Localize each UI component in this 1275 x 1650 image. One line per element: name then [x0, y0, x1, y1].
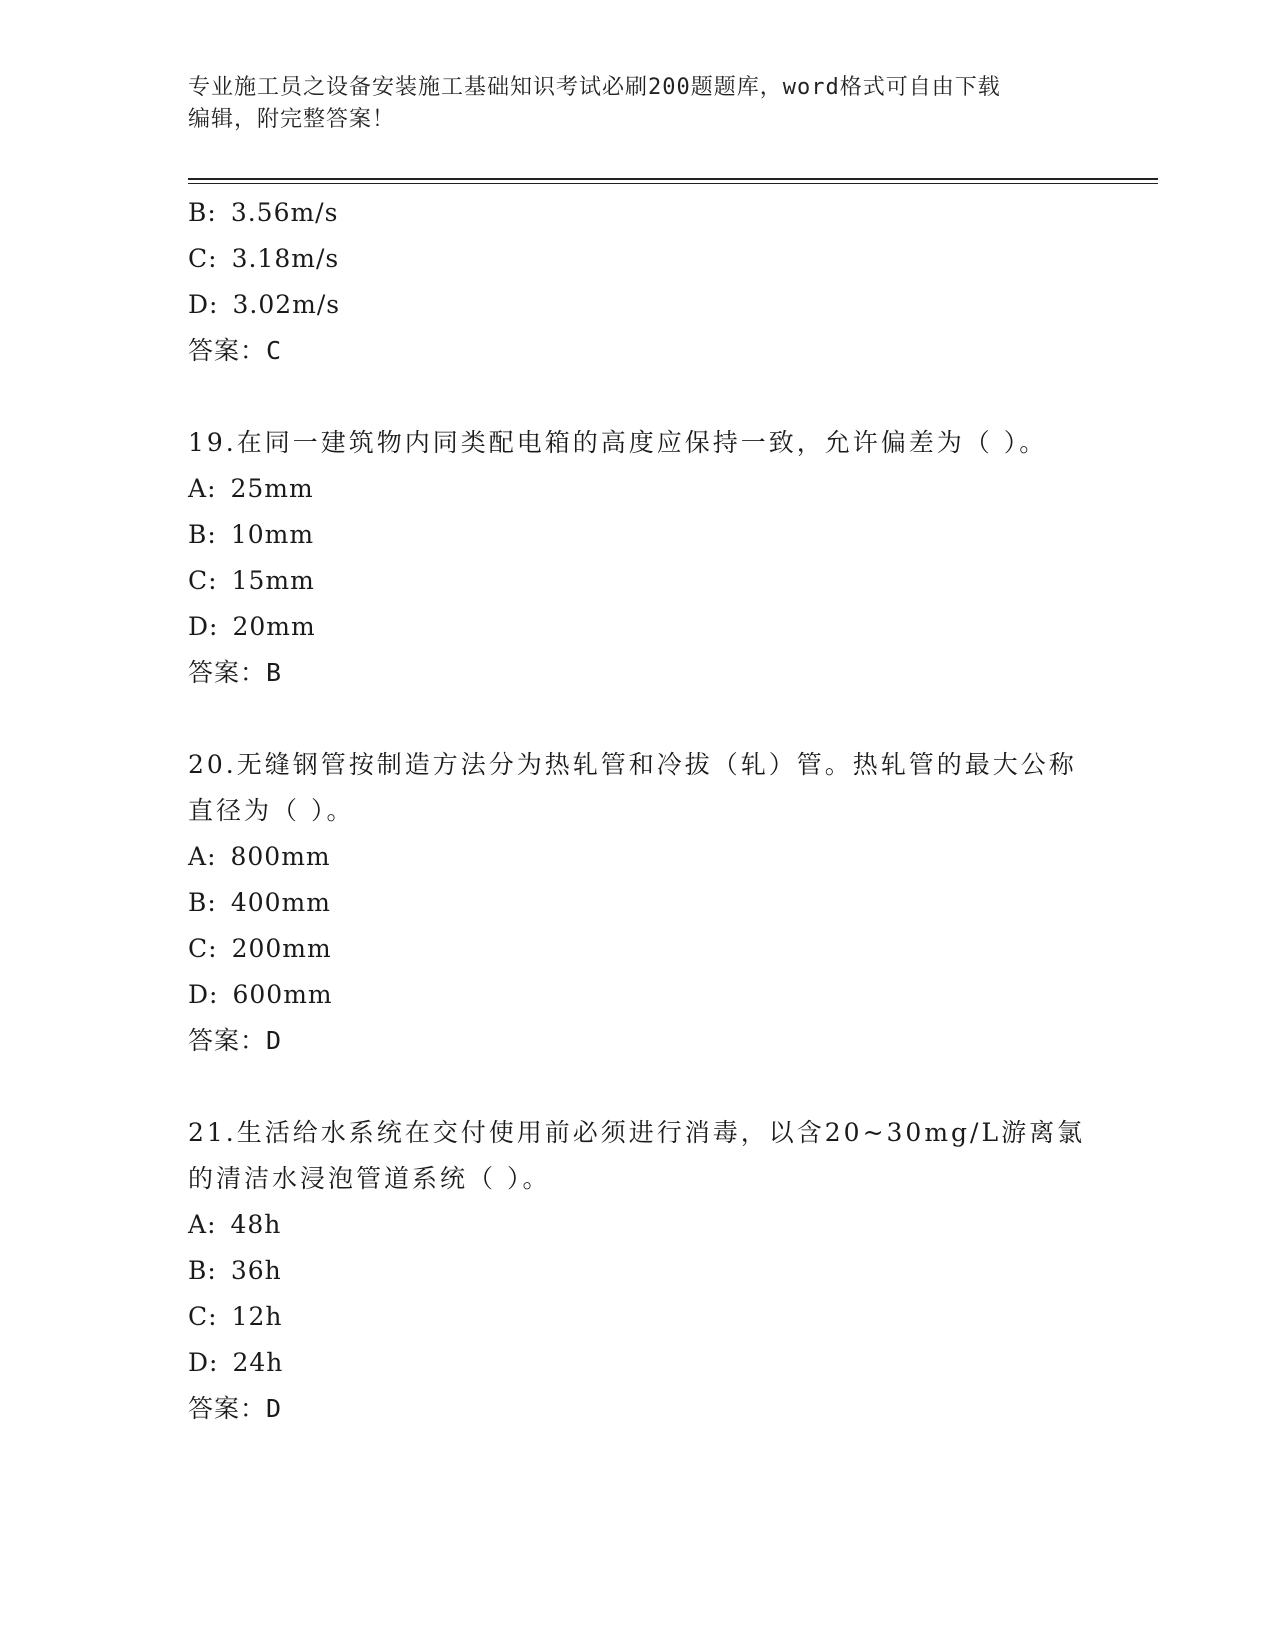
answer-line: 答案：D: [188, 1394, 283, 1423]
option-b: B : 400mm: [188, 880, 1088, 926]
option-b: B : 36h: [188, 1248, 1088, 1294]
question-text: 21.生活给水系统在交付使用前必须进行消毒，以含20~30mg/L游离氯的清洁水浸泡管道系统（ ）。: [188, 1118, 1086, 1193]
option-a: A : 48h: [188, 1202, 1088, 1248]
option-b: B : 3.56m/s: [188, 190, 1088, 236]
option-a: A : 25mm: [188, 466, 1088, 512]
option-c: C : 15mm: [188, 558, 1088, 604]
option-b: B : 10mm: [188, 512, 1088, 558]
option-d: D : 20mm: [188, 604, 1088, 650]
option-d: D : 3.02m/s: [188, 282, 1088, 328]
question-18-tail: [188, 190, 1088, 374]
header-divider-thick: [188, 178, 1158, 180]
option-d: D : 600mm: [188, 972, 1088, 1018]
question-21: [188, 1110, 1088, 1432]
answer-line: 答案：D: [188, 1026, 283, 1055]
option-d: D : 24h: [188, 1340, 1088, 1386]
header-line-1: 专业施工员之设备安装施工基础知识考试必刷200题题库，word格式可自由下载: [188, 75, 1001, 100]
option-c: C : 3.18m/s: [188, 236, 1088, 282]
question-20: [188, 742, 1088, 1064]
option-c: C : 12h: [188, 1294, 1088, 1340]
question-text: 20.无缝钢管按制造方法分为热轧管和冷拔（轧）管。热轧管的最大公称直径为（ ）。: [188, 750, 1077, 825]
document-body: [188, 190, 1088, 1432]
question-text: 19.在同一建筑物内同类配电箱的高度应保持一致，允许偏差为（ ）。: [188, 428, 1048, 457]
option-c: C : 200mm: [188, 926, 1088, 972]
document-header: [188, 72, 1088, 136]
header-divider-thin: [188, 183, 1158, 184]
option-a: A : 800mm: [188, 834, 1088, 880]
question-19: [188, 420, 1088, 696]
answer-line: 答案：B: [188, 658, 283, 687]
answer-line: 答案：C: [188, 336, 283, 365]
header-line-2: 编辑，附完整答案！: [188, 107, 396, 132]
